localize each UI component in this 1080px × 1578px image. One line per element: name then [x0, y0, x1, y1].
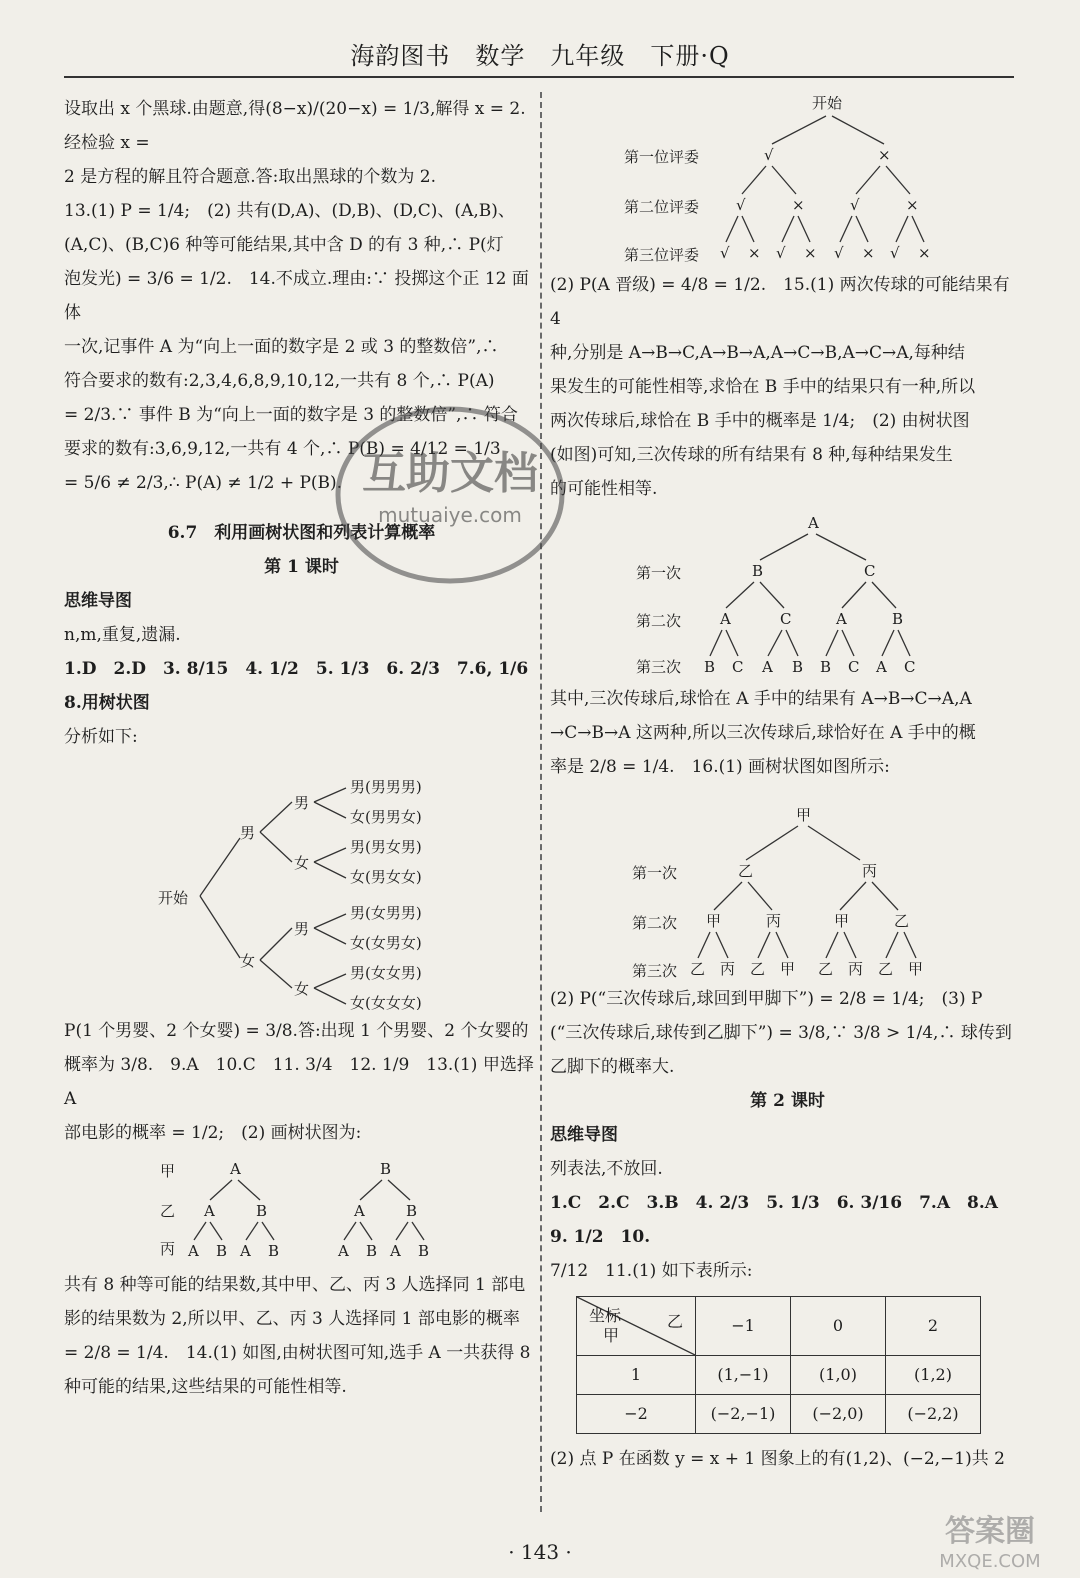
- tree-node: ×: [906, 196, 919, 214]
- page-number: · 143 ·: [508, 1540, 572, 1564]
- level-label: 第一次: [632, 864, 678, 882]
- level-label: 第三次: [632, 962, 678, 978]
- tree-node: A: [836, 610, 847, 628]
- text-line: = 2/3.∵ 事件 B 为“向上一面的数字是 3 的整数倍”,∴ 符合: [64, 405, 518, 425]
- judges-tree: [550, 96, 1020, 264]
- tree-leaf: 女(男女女): [350, 868, 422, 886]
- text-line: 7/12 11.(1) 如下表所示:: [550, 1261, 753, 1281]
- mindmap-label: 思维导图: [550, 1125, 618, 1145]
- text-line: 种可能的结果,这些结果的可能性相等.: [64, 1377, 347, 1397]
- tree-leaf: 甲: [780, 960, 796, 978]
- tree-node: 女: [294, 854, 310, 872]
- text-line: 影的结果数为 2,所以甲、乙、丙 3 人选择同 1 部电影的概率: [64, 1309, 520, 1329]
- tree-node: 甲: [706, 912, 722, 930]
- tree-leaf: √: [834, 244, 844, 262]
- tree-root: 开始: [158, 889, 189, 907]
- ball-pass-tree-jia: [550, 788, 1020, 978]
- tree-node: 女: [294, 980, 310, 998]
- tree-leaf: √: [890, 244, 900, 262]
- answers-line: 1.C 2.C 3.B 4. 2/3 5. 1/3 6. 3/16 7.A 8.A 9. 1/2 10.: [550, 1193, 1015, 1247]
- tree-leaf: ×: [804, 244, 817, 262]
- text-line: (A,C)、(B,C)6 种等可能结果,其中含 D 的有 3 种,∴ P(灯: [64, 235, 504, 255]
- text-line: 一次,记事件 A 为“向上一面的数字是 2 或 3 的整数倍”,∴: [64, 337, 499, 357]
- corner-label: 甲: [603, 1326, 620, 1345]
- text-line: 两次传球后,球恰在 B 手中的概率是 1/4; (2) 由树状图: [550, 411, 970, 431]
- table-row: [577, 1356, 981, 1395]
- tree-leaf: ×: [748, 244, 761, 262]
- tree-leaf: A: [188, 1242, 199, 1260]
- tree-leaf: B: [216, 1242, 228, 1260]
- tree-leaf: √: [776, 244, 786, 262]
- text-line: (2) 点 P 在函数 y = x + 1 图象上的有(1,2)、(−2,−1)共 2: [550, 1449, 1005, 1469]
- level-label: 第二次: [636, 612, 682, 630]
- tree-leaf: ×: [918, 244, 931, 262]
- text-line: 其中,三次传球后,球恰在 A 手中的结果有 A→B→C→A,A: [550, 689, 972, 709]
- level-label: 第三次: [636, 658, 682, 676]
- table-header: 0: [791, 1297, 886, 1356]
- watermark-text: MXQE.COM: [939, 1551, 1041, 1572]
- text-line: (2) P(A 晋级) = 4/8 = 1/2. 15.(1) 两次传球的可能结果有 4: [550, 275, 1010, 329]
- tree-leaf: A: [338, 1242, 349, 1260]
- level-label: 第一次: [636, 564, 682, 582]
- tree-leaf: B: [268, 1242, 280, 1260]
- tree-leaf: A: [240, 1242, 251, 1260]
- corner-label: 乙: [666, 1312, 683, 1331]
- tree-leaf: 女(男男女): [350, 808, 422, 826]
- tree-node: A: [720, 610, 731, 628]
- text-line: 要求的数有:3,6,9,12,一共有 4 个,∴ P(B) = 4/12 = 1/3: [64, 439, 501, 459]
- tree-leaf: C: [904, 658, 916, 676]
- text-line: 乙脚下的概率大.: [550, 1057, 675, 1077]
- row-header: 1: [577, 1356, 696, 1395]
- tree-node: 女: [240, 952, 256, 970]
- tree-leaf: 乙: [690, 960, 706, 978]
- tree-leaf: 丙: [720, 960, 736, 978]
- tree-root: 开始: [812, 96, 843, 112]
- table-cell: (−2,2): [886, 1395, 981, 1434]
- corner-watermark: [905, 1505, 1075, 1575]
- mindmap-label: 思维导图: [64, 591, 132, 611]
- text-line: 的可能性相等.: [550, 479, 658, 499]
- tree-root: A: [808, 514, 819, 532]
- ball-pass-tree-abc: [550, 510, 1020, 678]
- tree-node: 男: [294, 794, 310, 812]
- text-line: 13.(1) P = 1/4; (2) 共有(D,A)、(D,B)、(D,C)、(A,B)、: [64, 201, 515, 221]
- text-line: = 5/6 ≠ 2/3,∴ P(A) ≠ 1/2 + P(B).: [64, 473, 343, 493]
- tree-leaf: 男(女女男): [350, 964, 422, 982]
- level-label: 第三位评委: [624, 246, 700, 264]
- tree-node: 男: [240, 824, 256, 842]
- tree-node: √: [850, 196, 860, 214]
- text-line: 果发生的可能性相等,求恰在 B 手中的结果只有一种,所以: [550, 377, 976, 397]
- text-line: = 2/8 = 1/4. 14.(1) 如图,由树状图可知,选手 A 一共获得 8: [64, 1343, 531, 1363]
- coordinate-table: [576, 1296, 981, 1434]
- baby-gender-tree: [64, 758, 534, 1010]
- tree-leaf: 女(女女女): [350, 994, 422, 1010]
- tree-leaf: 女(女男女): [350, 934, 422, 952]
- tree-leaf: 乙: [878, 960, 894, 978]
- table-row: [577, 1395, 981, 1434]
- tree-leaf: A: [390, 1242, 401, 1260]
- table-corner-cell: [577, 1297, 696, 1356]
- tree-leaf: B: [820, 658, 832, 676]
- tree-leaf: C: [848, 658, 860, 676]
- tree-node: ×: [792, 196, 805, 214]
- tree-node: 乙: [894, 912, 910, 930]
- left-column: [64, 92, 546, 1404]
- text-line: (“三次传球后,球传到乙脚下”) = 3/8,∵ 3/8 > 1/4,∴ 球传到: [550, 1023, 1012, 1043]
- text-line: →C→B→A 这两种,所以三次传球后,球恰好在 A 手中的概: [550, 723, 976, 743]
- text-line: 泡发光) = 3/6 = 1/2. 14.不成立.理由:∵ 投掷这个正 12 面体: [64, 269, 529, 323]
- tree-node: B: [752, 562, 764, 580]
- tree-leaf: B: [792, 658, 804, 676]
- text-line: 2 是方程的解且符合题意.答:取出黑球的个数为 2.: [64, 167, 436, 187]
- tree-node: B: [256, 1202, 268, 1220]
- table-cell: (1,−1): [696, 1356, 791, 1395]
- tree-root: 甲: [796, 806, 812, 824]
- tree-node: 甲: [834, 912, 850, 930]
- tree-node: A: [204, 1202, 215, 1220]
- text-line: 分析如下:: [64, 727, 138, 747]
- tree-node: √: [736, 196, 746, 214]
- tree-leaf: 甲: [908, 960, 924, 978]
- section-title: 6.7 利用画树状图和列表计算概率: [167, 523, 436, 543]
- level-label: 第二次: [632, 914, 678, 932]
- column-divider: [540, 92, 542, 1512]
- tree-node: C: [780, 610, 792, 628]
- level-label: 乙: [160, 1202, 176, 1220]
- tree-node: 男: [294, 920, 310, 938]
- table-header: 2: [886, 1297, 981, 1356]
- level-label: 甲: [160, 1162, 176, 1180]
- movie-tree: [64, 1154, 534, 1264]
- text-line: (如图)可知,三次传球的所有结果有 8 种,每种结果发生: [550, 445, 953, 465]
- text-line: 率是 2/8 = 1/4. 16.(1) 画树状图如图所示:: [550, 757, 890, 777]
- text-line: (2) P(“三次传球后,球回到甲脚下”) = 2/8 = 1/4; (3) P: [550, 989, 983, 1009]
- tree-node: A: [230, 1160, 241, 1178]
- tree-node: B: [406, 1202, 418, 1220]
- lesson-title: 第 2 课时: [750, 1091, 825, 1111]
- table-cell: (−2,0): [791, 1395, 886, 1434]
- corner-label: 坐标: [589, 1306, 622, 1325]
- tree-leaf: 男(男男男): [350, 778, 422, 796]
- tree-node: B: [892, 610, 904, 628]
- right-column: [550, 92, 1025, 1476]
- stamp-text: 互助文档: [362, 448, 538, 499]
- text-line: 共有 8 种等可能的结果数,其中甲、乙、丙 3 人选择同 1 部电: [64, 1275, 526, 1295]
- tree-leaf: B: [418, 1242, 430, 1260]
- text-line: 部电影的概率 = 1/2; (2) 画树状图为:: [64, 1123, 362, 1143]
- tree-leaf: ×: [862, 244, 875, 262]
- tree-leaf: √: [720, 244, 730, 262]
- table-header: −1: [696, 1297, 791, 1356]
- lesson-title: 第 1 课时: [264, 557, 339, 577]
- text-line: P(1 个男婴、2 个女婴) = 3/8.答:出现 1 个男婴、2 个女婴的: [64, 1021, 529, 1041]
- stamp-text: mutuaiye.com: [378, 503, 522, 527]
- tree-leaf: B: [704, 658, 716, 676]
- table-cell: (1,0): [791, 1356, 886, 1395]
- table-cell: (1,2): [886, 1356, 981, 1395]
- tree-node: 丙: [862, 862, 878, 880]
- tree-leaf: 丙: [848, 960, 864, 978]
- tree-leaf: A: [762, 658, 773, 676]
- table-cell: (−2,−1): [696, 1395, 791, 1434]
- mindmap-text: n,m,重复,遗漏.: [64, 625, 181, 645]
- level-label: 第二位评委: [624, 198, 700, 216]
- tree-leaf: A: [876, 658, 887, 676]
- header-rule: [64, 76, 1014, 78]
- tree-node: √: [764, 146, 774, 164]
- tree-leaf: B: [366, 1242, 378, 1260]
- tree-leaf: 乙: [750, 960, 766, 978]
- page-header: 海韵图书 数学 九年级 下册·Q: [350, 42, 730, 70]
- tree-node: ×: [878, 146, 891, 164]
- tree-leaf: 男(男女男): [350, 838, 422, 856]
- mindmap-text: 列表法,不放回.: [550, 1159, 663, 1179]
- tree-leaf: 乙: [818, 960, 834, 978]
- text-line: 设取出 x 个黑球.由题意,得(8−x)/(20−x) = 1/3,解得 x = 2.经检验 x =: [64, 99, 526, 153]
- answers-line: 1.D 2.D 3. 8/15 4. 1/2 5. 1/3 6. 2/3 7.6, 1/6 8.用树状图: [64, 659, 546, 713]
- tree-node: C: [864, 562, 876, 580]
- text-line: 符合要求的数有:2,3,4,6,8,9,10,12,一共有 8 个,∴ P(A): [64, 371, 495, 391]
- level-label: 第一位评委: [624, 148, 700, 166]
- level-label: 丙: [160, 1240, 176, 1258]
- tree-node: A: [354, 1202, 365, 1220]
- text-line: 概率为 3/8. 9.A 10.C 11. 3/4 12. 1/9 13.(1) 甲选择 A: [64, 1055, 534, 1109]
- tree-leaf: C: [732, 658, 744, 676]
- tree-node: B: [380, 1160, 392, 1178]
- text-line: 种,分别是 A→B→C,A→B→A,A→C→B,A→C→A,每种结: [550, 343, 965, 363]
- watermark-text: 答案圈: [945, 1514, 1035, 1549]
- tree-leaf: 男(女男男): [350, 904, 422, 922]
- row-header: −2: [577, 1395, 696, 1434]
- tree-node: 乙: [738, 862, 754, 880]
- tree-node: 丙: [766, 912, 782, 930]
